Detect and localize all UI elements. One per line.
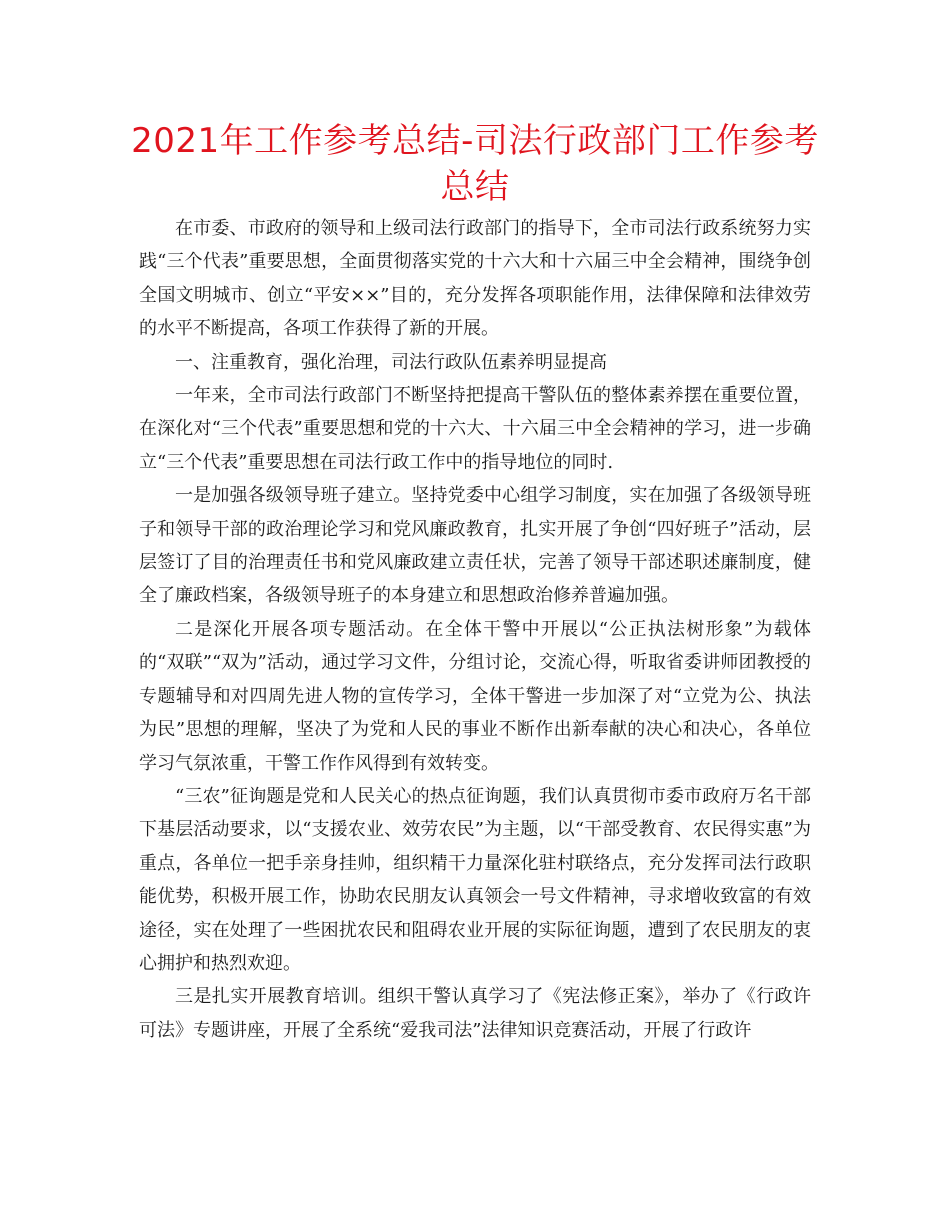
document-title: 2021年工作参考总结-司法行政部门工作参考总结 [131,121,819,207]
document-body [139,212,811,1047]
paragraph-intro: 在市委、市政府的领导和上级司法行政部门的指导下，全市司法行政系统努力实践“三个代表”重要思想，全面贯彻落实党的十六大和十六届三中全会精神，围绕争创全国文明城市、创立“平安××”目的，充分发挥各项职能作用，法律保障和法律效劳的水平不断提高，各项工作获得了新的开展。 [139,218,811,340]
paragraph-section-1-overview: 一年来，全市司法行政部门不断坚持把提高干警队伍的整体素养摆在重要位置，在深化对“三个代表”重要思想和党的十六大、十六届三中全会精神的学习，进一步确立“三个代表”重要思想在司法行政工作中的指导地位的同时. [139,385,811,473]
paragraph-special-activities: 二是深化开展各项专题活动。在全体干警中开展以“公正执法树形象”为载体的“双联”“双为”活动，通过学习文件，分组讨论，交流心得，听取省委讲师团教授的专题辅导和对四周先进人物的宣传学习，全体干警进一步加深了对“立党为公、执法为民”思想的理解，坚决了为党和人民的事业不断作出新奉献的决心和决心，各单位学习气氛浓重，干警工作作风得到有效转变。 [139,618,811,774]
paragraph-training: 三是扎实开展教育培训。组织干警认真学习了《宪法修正案》，举办了《行政许可法》专题讲座，开展了全系统“爱我司法”法律知识竞赛活动，开展了行政许 [139,986,811,1041]
section-heading-1: 一、注重教育，强化治理，司法行政队伍素养明显提高 [175,351,607,373]
paragraph-three-rural: “三农”征询题是党和人民关心的热点征询题，我们认真贯彻市委市政府万名干部下基层活动要求，以“支援农业、效劳农民”为主题，以“干部受教育、农民得实惠”为重点，各单位一把手亲身挂帅，组织精干力量深化驻村联络点，充分发挥司法行政职能优势，积极开展工作，协助农民朋友认真领会一号文件精神，寻求增收致富的有效途径，实在处理了一些困扰农民和阻碍农业开展的实际征询题，遭到了农民朋友的衷心拥护和热烈欢迎。 [139,785,811,974]
paragraph-leadership: 一是加强各级领导班子建立。坚持党委中心组学习制度，实在加强了各级领导班子和领导干部的政治理论学习和党风廉政教育，扎实开展了争创“四好班子”活动，层层签订了目的治理责任书和党风廉政建立责任状，完善了领导干部述职述廉制度，健全了廉政档案，各级领导班子的本身建立和思想政治修养普遍加强。 [139,485,811,607]
